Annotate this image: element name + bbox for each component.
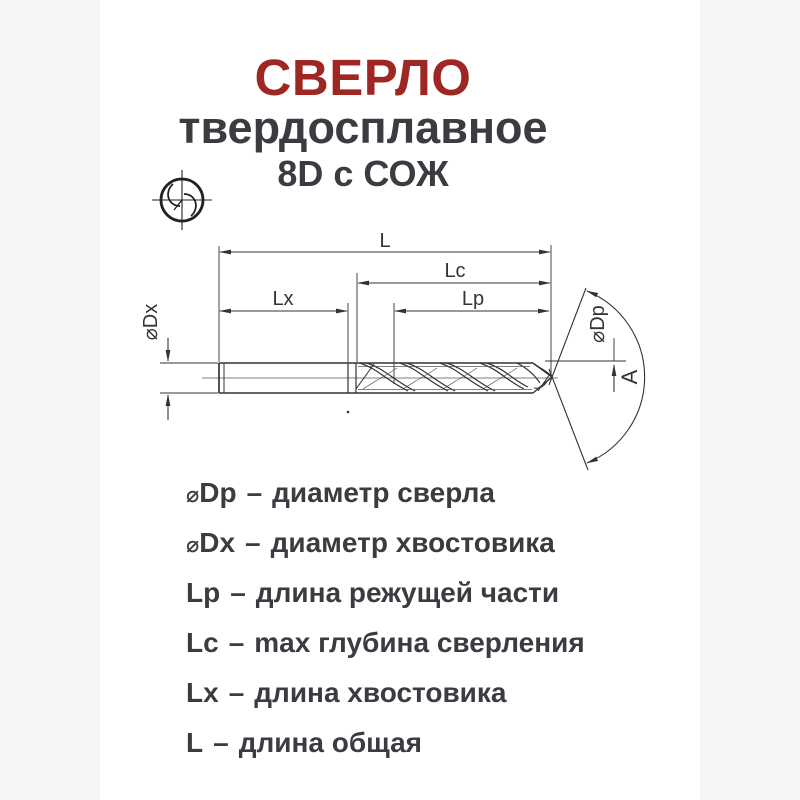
dimension-lines xyxy=(220,252,550,311)
legend-separator: – xyxy=(228,627,245,658)
legend-item-lp xyxy=(186,568,585,618)
legend-separator: – xyxy=(245,527,261,558)
label-max-depth: Lc xyxy=(444,260,466,282)
legend-symbol: Dp xyxy=(199,477,237,508)
drill-end-view-icon xyxy=(152,170,212,230)
legend-symbol: Dx xyxy=(199,527,236,558)
label-drill-diameter: ⌀Dp xyxy=(587,305,609,343)
legend-text: длина режущей части xyxy=(255,577,560,608)
legend-symbol: Lp xyxy=(186,577,221,608)
legend-text: диаметр сверла xyxy=(272,477,495,508)
legend-text: диаметр хвостовика xyxy=(270,527,555,558)
legend-symbol: Lx xyxy=(186,677,219,708)
legend-separator: – xyxy=(228,677,245,708)
legend-text: max глубина сверления xyxy=(254,627,585,658)
label-shank-diameter: ⌀Dx xyxy=(140,303,162,341)
legend-symbol: L xyxy=(186,727,204,758)
diameter-symbol: ⌀ xyxy=(186,532,200,557)
flute-helix-lines xyxy=(360,363,540,391)
legend-symbol: Lc xyxy=(186,627,219,658)
shank-diameter-dimension xyxy=(160,338,218,420)
drill-side-view xyxy=(202,363,558,413)
legend-item-l xyxy=(186,718,585,768)
legend-text: длина хвостовика xyxy=(254,677,507,708)
label-cutting-length: Lp xyxy=(461,288,485,310)
label-shank-length: Lx xyxy=(272,288,294,310)
legend-text: длина общая xyxy=(238,727,422,758)
legend-item-lx xyxy=(186,668,585,718)
legend xyxy=(186,468,585,768)
label-point-angle: A xyxy=(617,369,642,385)
subtitle-spec: 8D с СОЖ xyxy=(277,153,449,194)
page-title: СВЕРЛО xyxy=(254,49,472,106)
label-overall-length: L xyxy=(379,230,391,252)
legend-item-lc xyxy=(186,618,585,668)
legend-item-dp xyxy=(186,468,585,518)
legend-separator: – xyxy=(230,577,246,608)
subtitle-material: твердосплавное xyxy=(178,102,548,153)
diameter-symbol: ⌀ xyxy=(186,482,200,507)
legend-separator: – xyxy=(246,477,263,508)
legend-item-dx xyxy=(186,518,585,568)
legend-separator: – xyxy=(213,727,229,758)
